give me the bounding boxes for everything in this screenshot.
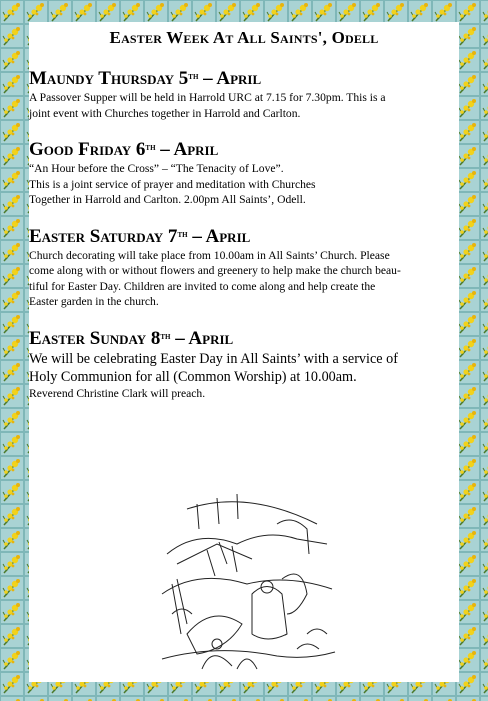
heading-ordinal: th (188, 71, 199, 82)
page-title: Easter Week At All Saints', Odell (109, 28, 379, 47)
body-line: come along with or without flowers and greenery to help make the church beau- (29, 264, 401, 277)
body-line: Together in Harrold and Carlton. 2.00pm All Saints’, Odell. (29, 193, 306, 206)
body-line: Church decorating will take place from 10.00am in All Saints’ Church. Please (29, 248, 390, 262)
heading-day: Easter Sunday 8 (29, 327, 161, 349)
body-line: Reverend Christine Clark will preach. (29, 386, 206, 400)
section-heading (29, 328, 459, 350)
body-line: Holy Communion for all (Common Worship) at 10.00am. (29, 368, 357, 385)
content-panel (29, 22, 459, 682)
body-line: “An Hour before the Cross” – “The Tenacity of Love”. (29, 162, 284, 175)
section-body (29, 90, 459, 121)
section-body-large (29, 350, 459, 386)
section-body (29, 248, 459, 310)
section-maundy-thursday (29, 68, 459, 121)
body-line: Easter garden in the church. (29, 295, 159, 308)
body-line: This is a joint service of prayer and meditation with Churches (29, 177, 316, 191)
body-line: tiful for Easter Day. Children are invited to come along and help create the (29, 279, 376, 293)
heading-day: Easter Saturday 7 (29, 225, 178, 247)
section-heading (29, 226, 459, 248)
heading-day: Good Friday 6 (29, 139, 146, 160)
easter-tomb-illustration (157, 484, 337, 674)
heading-month: – April (187, 225, 251, 247)
heading-ordinal: th (160, 330, 171, 342)
section-good-friday (29, 139, 459, 208)
heading-month: – April (155, 139, 219, 160)
section-heading (29, 139, 459, 161)
section-body (29, 161, 459, 208)
section-easter-sunday (29, 328, 459, 402)
heading-ordinal: th (177, 228, 188, 240)
heading-day: Maundy Thursday 5 (29, 68, 189, 89)
section-body (29, 386, 459, 402)
section-easter-saturday (29, 226, 459, 310)
heading-ordinal: th (145, 142, 156, 153)
body-line: A Passover Supper will be held in Harrold URC at 7.15 for 7.30pm. This is a (29, 91, 386, 104)
section-heading (29, 68, 459, 90)
heading-month: – April (170, 327, 234, 349)
body-line: joint event with Churches together in Harrold and Carlton. (29, 106, 301, 120)
heading-month: – April (198, 68, 262, 89)
body-line: We will be celebrating Easter Day in All Saints’ with a service of (29, 350, 398, 367)
